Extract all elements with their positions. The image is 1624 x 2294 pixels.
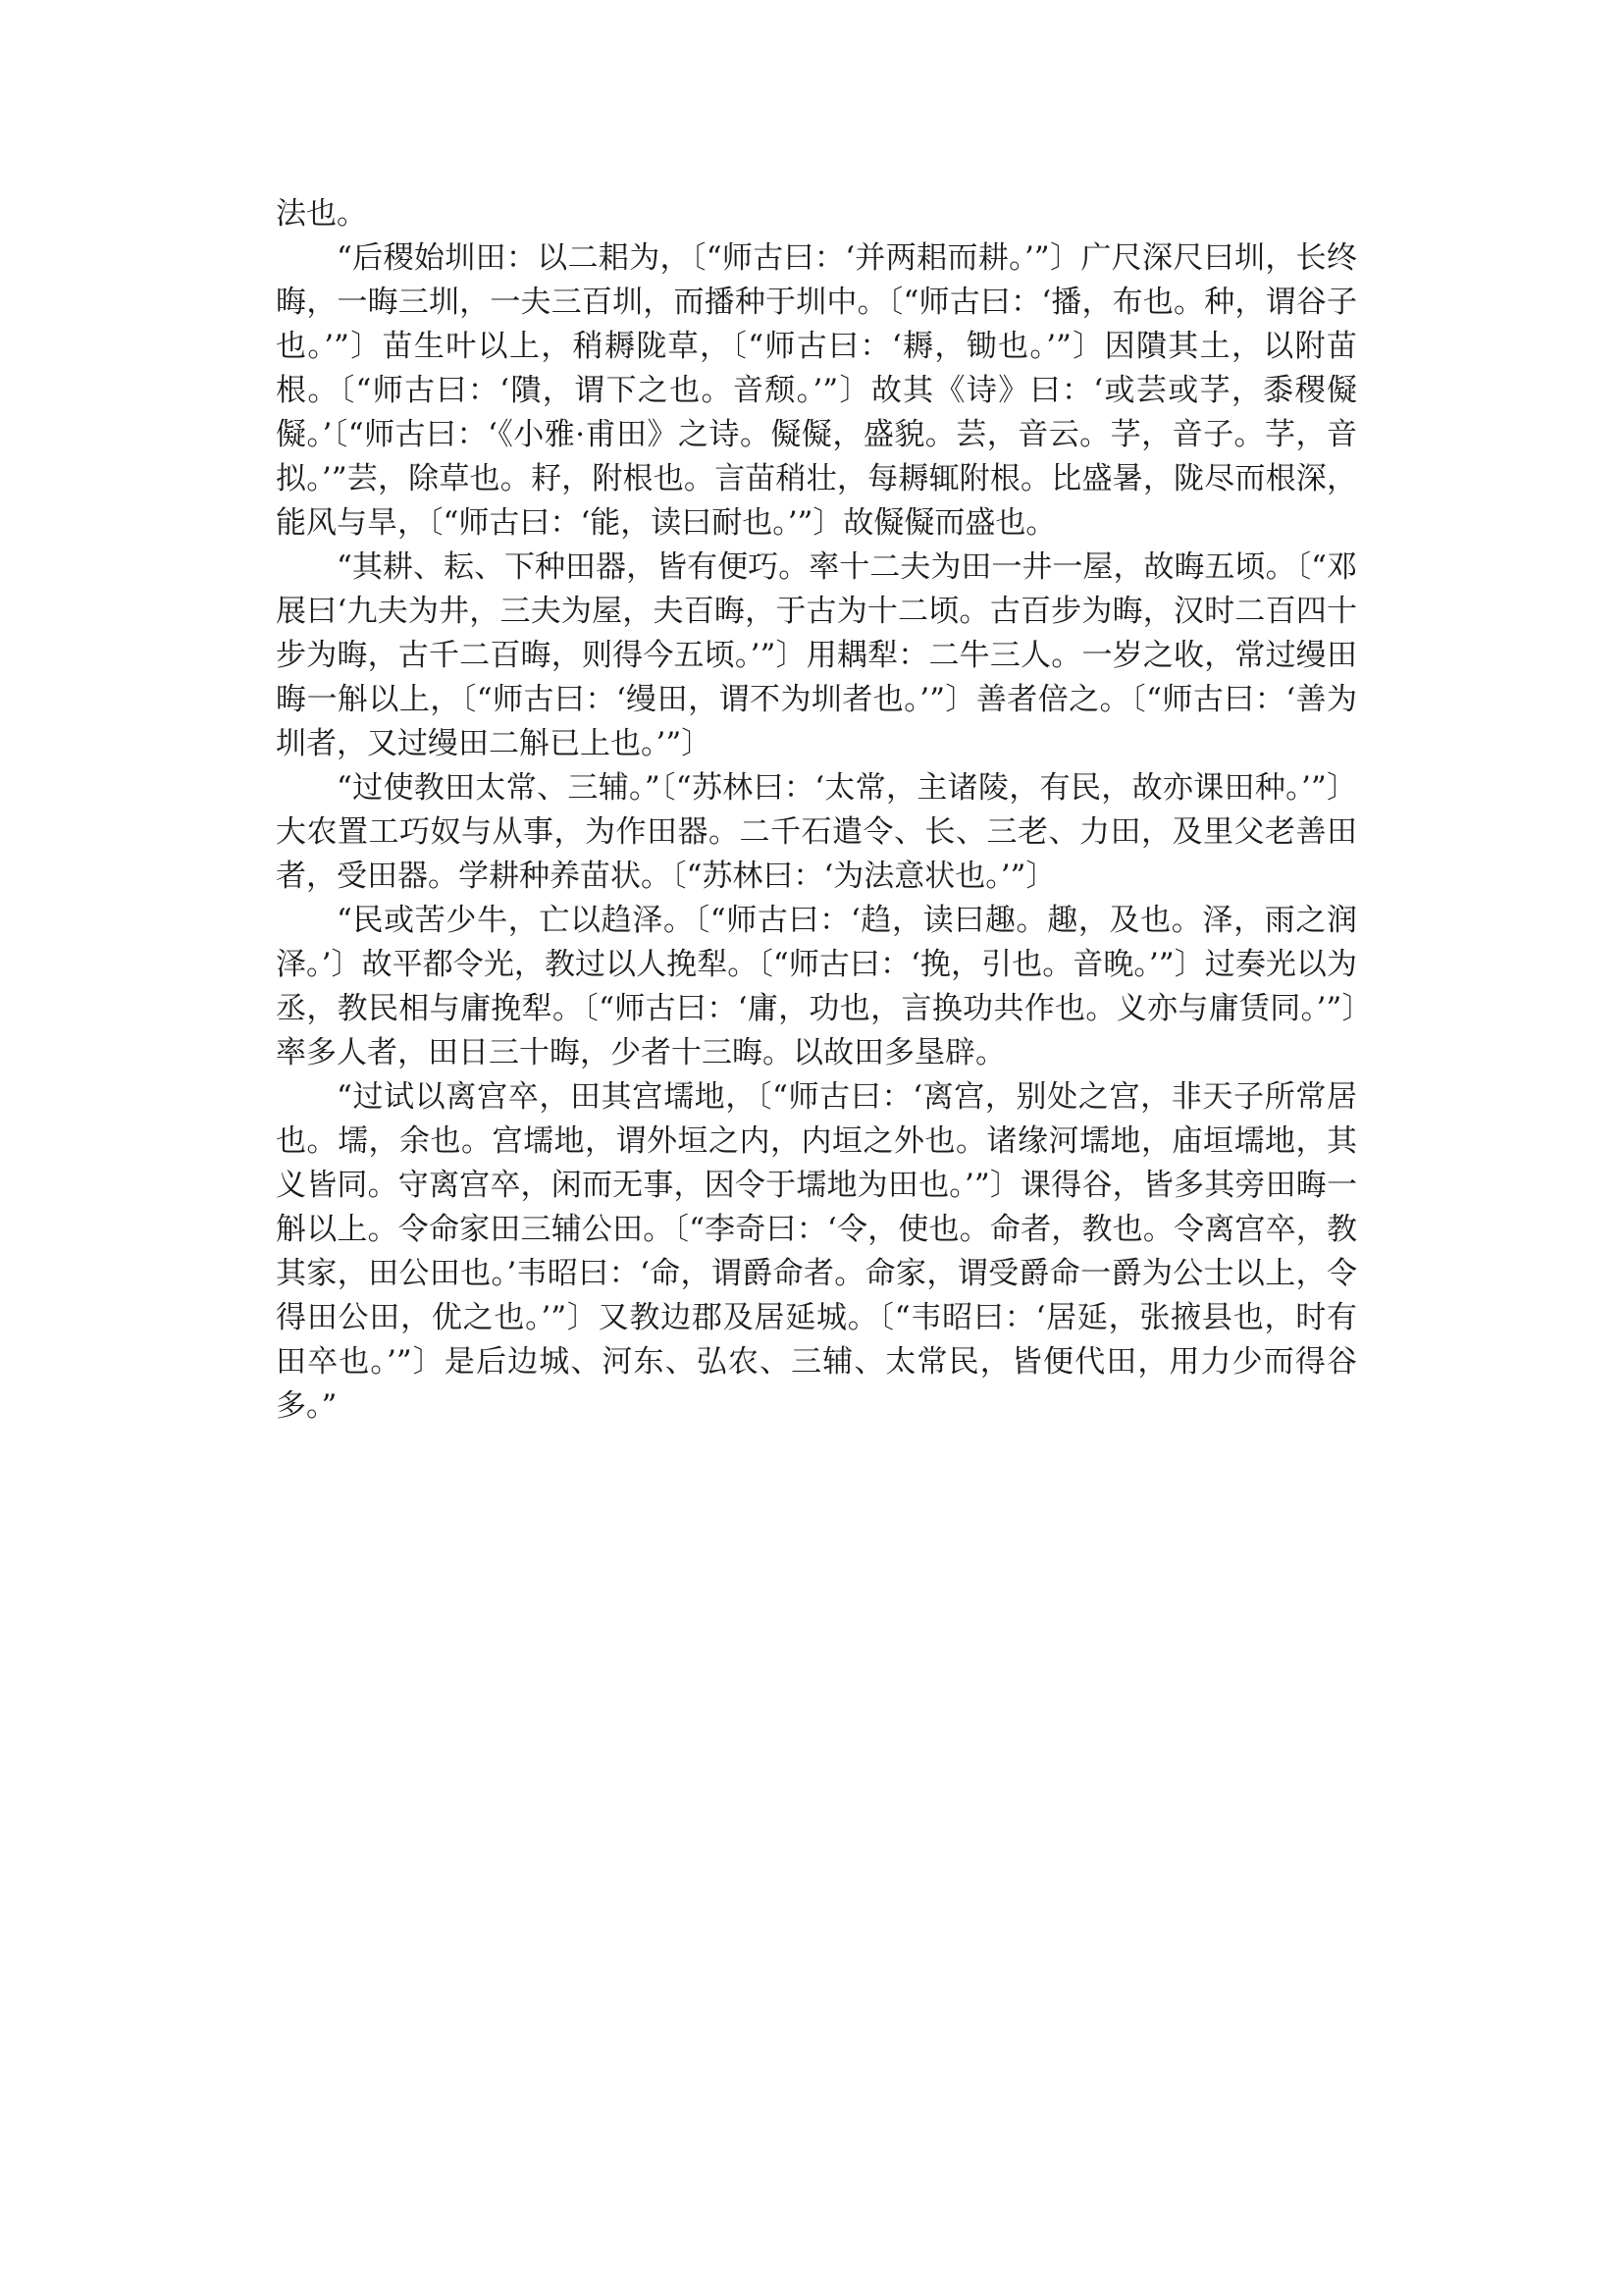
- paragraph-2: “后稷始圳田：以二耜为，〔“师古曰：‘并两耜而耕。’”〕广尺深尺曰圳，长终晦，一晦三圳，一夫三百圳，而播种于圳中。〔“师古曰：‘播，布也。种，谓谷子也。’”〕苗生叶以上，稍耨陇草，〔“师古曰：‘耨，锄也。’”〕因隤其土，以附苗根。〔“师古曰：‘隤，谓下之也。音颓。’”〕故其《诗》曰：‘或芸或芓，黍稷儗儗。’〔“师古曰：‘《小雅·甫田》之诗。儗儗，盛貌。芸，音云。芓，音子。芓，音拟。’”芸，除草也。耔，附根也。言苗稍壮，每耨辄附根。比盛暑，陇尽而根深，能风与旱，〔“师古曰：‘能，读曰耐也。’”〕故儗儗而盛也。: [276, 240, 1357, 541]
- paragraph-4: “过使教田太常、三辅。”〔“苏林曰：‘太常，主诸陵，有民，故亦课田种。’”〕大农置工巧奴与从事，为作田器。二千石遣令、长、三老、力田，及里父老善田者，受田器。学耕种养苗状。〔“苏林曰：‘为法意状也。’”〕: [276, 770, 1357, 894]
- paragraph-6: “过试以离宫卒，田其宫壖地，〔“师古曰：‘离宫，别处之宫，非天子所常居也。壖，余也。宫壖地，谓外垣之内，内垣之外也。诸缘河壖地，庙垣壖地，其义皆同。守离宫卒，闲而无事，因令于壖地为田也。’”〕课得谷，皆多其旁田晦一斛以上。令命家田三辅公田。〔“李奇曰：‘令，使也。命者，教也。令离宫卒，教其家，田公田也。’韦昭曰：‘命，谓爵命者。命家，谓受爵命一爵为公士以上，令得田公田，优之也。’”〕又教边郡及居延城。〔“韦昭曰：‘居延，张掖县也，时有田卒也。’”〕是后边城、河东、弘农、三辅、太常民，皆便代田，用力少而得谷多。”: [276, 1079, 1357, 1424]
- paragraph-1: 法也。: [276, 196, 367, 232]
- paragraph-3: “其耕、耘、下种田器，皆有便巧。率十二夫为田一井一屋，故晦五顷。〔“邓展曰‘九夫为井，三夫为屋，夫百晦，于古为十二顷。古百步为晦，汉时二百四十步为晦，古千二百晦，则得今五顷。’”〕用耦犁：二牛三人。一岁之收，常过缦田晦一斛以上，〔“师古曰：‘缦田，谓不为圳者也。’”〕善者倍之。〔“师古曰：‘善为圳者，又过缦田二斛已上也。’”〕: [276, 549, 1357, 761]
- document-body: [276, 192, 1357, 1429]
- paragraph-5: “民或苦少牛，亡以趋泽。〔“师古曰：‘趋，读曰趣。趣，及也。泽，雨之润泽。’〕故平都令光，教过以人挽犁。〔“师古曰：‘挽，引也。音晚。’”〕过奏光以为丞，教民相与庸挽犁。〔“师古曰：‘庸，功也，言换功共作也。义亦与庸赁同。’”〕率多人者，田日三十晦，少者十三晦。以故田多垦辟。: [276, 903, 1357, 1070]
